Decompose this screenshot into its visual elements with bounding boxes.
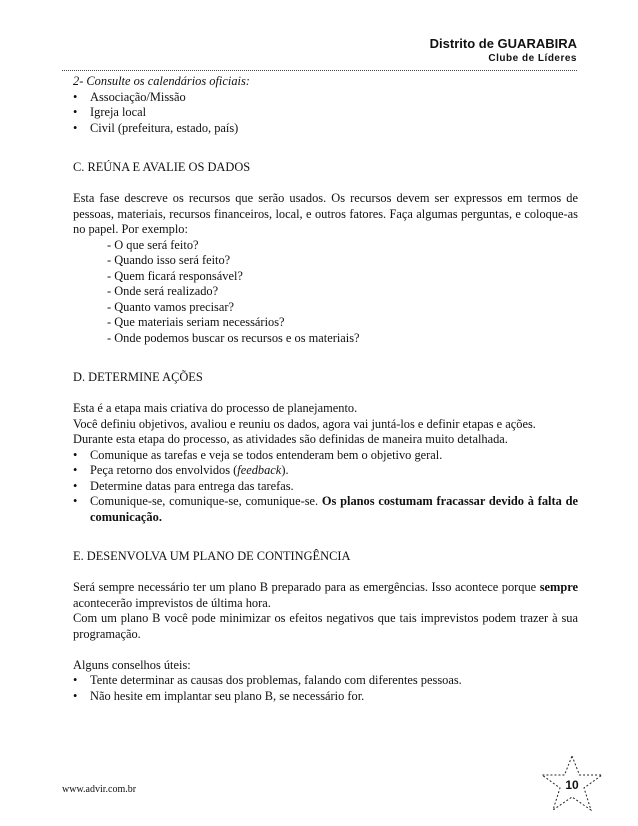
list-item: • Igreja local: [73, 105, 147, 119]
list-item: • Tente determinar as causas dos problemas, falando com diferentes pessoas.: [73, 673, 462, 687]
bullet-icon: •: [73, 120, 78, 135]
section-e-paragraph: Com um plano B você pode minimizar os efeitos negativos que tais imprevistos podem trazer à sua programação.: [73, 611, 578, 641]
bullet-icon: •: [73, 463, 78, 477]
header-divider: [62, 70, 577, 71]
section-d-line: Esta é a etapa mais criativa do processo de planejamento.: [73, 401, 358, 415]
question-item: - Que materiais seriam necessários?: [107, 315, 285, 329]
list-item: • Determine datas para entrega das tarefas.: [73, 478, 294, 493]
page-number-star-icon: [536, 754, 608, 814]
section-e-heading: E. DESENVOLVA UM PLANO DE CONTINGÊNCIA: [73, 549, 351, 563]
question-item: - Quando isso será feito?: [107, 253, 231, 267]
question-item: - Quanto vamos precisar?: [107, 299, 234, 314]
bullet-icon: •: [73, 494, 78, 508]
website-url: www.advir.com.br: [62, 784, 137, 795]
list-item: • Comunique as tarefas e veja se todos entenderam bem o objetivo geral.: [73, 447, 443, 462]
section-d-line: Durante esta etapa do processo, as atividades são definidas de maneira muito detalhada.: [73, 432, 508, 446]
list-item: • Civil (prefeitura, estado, país): [73, 120, 239, 135]
bullet-icon: •: [73, 105, 78, 119]
list-item: • Peça retorno dos envolvidos (feedback).: [73, 463, 289, 477]
section-c-paragraph: Esta fase descreve os recursos que serão usados. Os recursos devem ser expressos em termos de pessoas, materiais, recursos financeiros, local, e outros fatores. Faça algumas perguntas, e coloque-as no papel. Por exemplo:: [73, 191, 578, 236]
bullet-icon: •: [73, 447, 78, 462]
list-item: • Não hesite em implantar seu plano B, se necessário for.: [73, 688, 365, 703]
question-item: - Quem ficará responsável?: [107, 268, 243, 283]
section-d-heading: D. DETERMINE AÇÕES: [73, 370, 203, 384]
section-c-heading: C. REÚNA E AVALIE OS DADOS: [73, 160, 251, 174]
bullet-icon: •: [73, 89, 78, 104]
section-e-paragraph: Será sempre necessário ter um plano B preparado para as emergências. Isso acontece porque sempre acontecerão imprevistos de última hora.: [73, 580, 578, 610]
bullet-icon: •: [73, 688, 78, 703]
section-d-line: Você definiu objetivos, avaliou e reuniu os dados, agora vai juntá-los e definir etapas e ações.: [73, 416, 536, 431]
bullet-icon: •: [73, 673, 78, 687]
bullet-icon: •: [73, 478, 78, 493]
page-header: [430, 36, 577, 66]
page-number: 10: [565, 778, 579, 792]
document-body: [73, 74, 578, 704]
tips-title: Alguns conselhos úteis:: [73, 657, 191, 672]
calendar-subheading: 2- Consulte os calendários oficiais:: [73, 74, 250, 88]
list-item: • Comunique-se, comunique-se, comunique-se. Os planos costumam fracassar devido à falta de comunicação.: [73, 494, 578, 524]
question-item: - O que será feito?: [107, 237, 199, 252]
question-item: - Onde podemos buscar os recursos e os materiais?: [107, 330, 360, 345]
club-subtitle: Clube de Líderes: [488, 53, 577, 64]
question-item: - Onde será realizado?: [107, 284, 219, 298]
list-item: • Associação/Missão: [73, 89, 186, 104]
district-title: Distrito de GUARABIRA: [429, 36, 577, 51]
